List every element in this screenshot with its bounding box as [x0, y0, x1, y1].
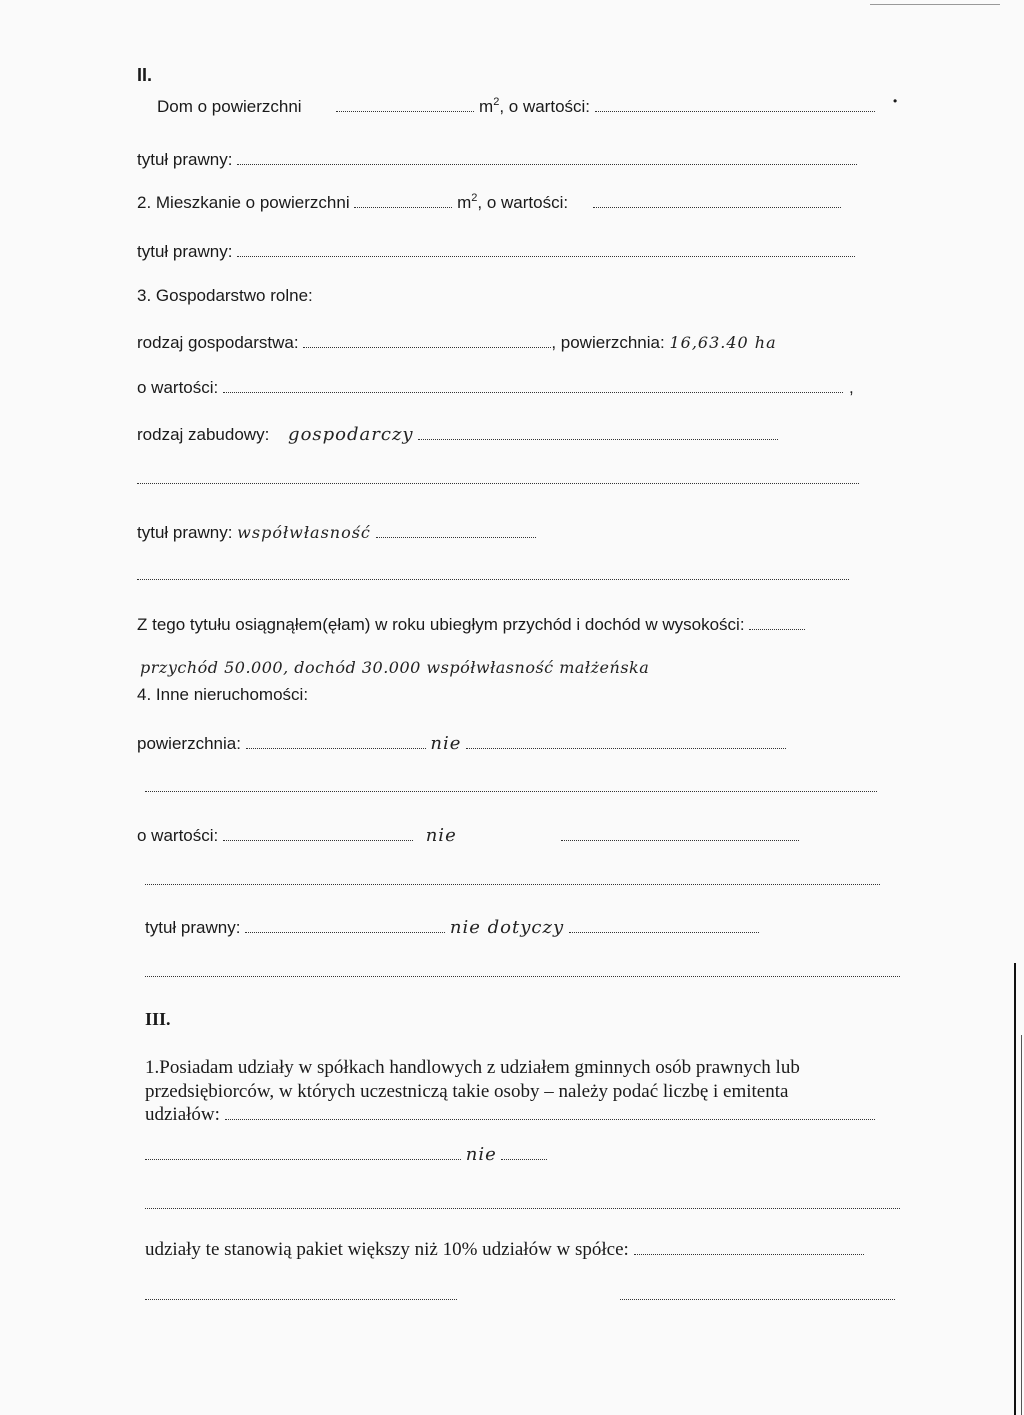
dom-area-label: Dom o powierzchni — [157, 97, 302, 116]
inne-value-field-a[interactable] — [223, 826, 413, 841]
dom-area-field[interactable] — [336, 97, 474, 112]
inne-title-line2[interactable] — [145, 975, 900, 977]
section-heading-ii: II. — [137, 65, 153, 85]
mieszkanie-unit-sup: 2 — [471, 192, 478, 204]
mieszkanie-title-field[interactable] — [237, 242, 855, 257]
dom-unit-sup: 2 — [493, 96, 500, 108]
mieszkanie-area-field[interactable] — [354, 193, 452, 208]
gospodarstwo-title-label: tytuł prawny: — [137, 523, 233, 542]
dom-title-row — [137, 150, 857, 168]
gospodarstwo-buildings-label: rodzaj zabudowy: — [137, 425, 270, 444]
section3-paragraph-line3: udziałów: — [145, 1104, 220, 1125]
scan-margin-line-outer — [1021, 1035, 1022, 1415]
gospodarstwo-heading: 3. Gospodarstwo rolne: — [137, 286, 313, 305]
inne-title-label: tytuł prawny: — [145, 918, 241, 937]
gospodarstwo-title-line2[interactable] — [137, 578, 849, 580]
inne-title-field-a[interactable] — [245, 918, 445, 933]
gospodarstwo-buildings-value[interactable]: gospodarczy — [288, 424, 414, 445]
inne-area-value[interactable]: nie — [430, 733, 462, 754]
gospodarstwo-area-value[interactable]: 16,63.40 ha — [669, 333, 777, 352]
gospodarstwo-title-value[interactable]: współwłasność — [237, 523, 371, 542]
inne-title-row — [145, 918, 759, 937]
inne-heading: 4. Inne nieruchomości: — [137, 685, 309, 704]
inne-title-value[interactable]: nie dotyczy — [449, 917, 565, 938]
gospodarstwo-type-label: rodzaj gospodarstwa: — [137, 333, 299, 352]
inne-value-label: o wartości: — [137, 826, 219, 845]
gospodarstwo-type-row — [137, 333, 777, 351]
mieszkanie-value-field[interactable] — [593, 193, 841, 208]
inne-value-row — [137, 826, 799, 845]
gospodarstwo-title-row — [137, 523, 536, 541]
section3-share-label: udziały te stanowią pakiet większy niż 10% udziałów w spółce: — [145, 1239, 629, 1260]
gospodarstwo-value-comma: , — [848, 378, 854, 397]
section3-answer-field-b[interactable] — [501, 1145, 547, 1160]
dom-value-field[interactable] — [595, 97, 875, 112]
mieszkanie-row — [137, 193, 841, 211]
scan-margin-line-inner — [1014, 963, 1016, 1415]
inne-area-line2[interactable] — [145, 790, 877, 792]
gospodarstwo-buildings-field[interactable] — [418, 425, 778, 440]
mieszkanie-value-label: , o wartości: — [477, 193, 569, 212]
section-heading-iii: III. — [145, 1009, 171, 1029]
dom-bullet: • — [893, 94, 898, 108]
gospodarstwo-area-label: , powierzchnia: — [551, 333, 665, 352]
inne-title-field-b[interactable] — [569, 918, 759, 933]
inne-value-field-b[interactable] — [561, 826, 799, 841]
gospodarstwo-value-row — [137, 378, 854, 396]
section3-share-field[interactable] — [634, 1240, 864, 1255]
section3-share-row — [145, 1240, 864, 1259]
dom-title-field[interactable] — [237, 150, 857, 165]
gospodarstwo-title-field[interactable] — [376, 523, 536, 538]
section3-paragraph-line1: 1.Posiadam udziały w spółkach handlowych z udziałem gminnych osób prawnych lub — [145, 1057, 800, 1078]
inne-area-field-b[interactable] — [466, 734, 786, 749]
section3-answer-row — [145, 1145, 547, 1164]
section3-paragraph-line2: przedsiębiorców, w których uczestniczą takie osoby – należy podać liczbę i emitenta — [145, 1081, 789, 1102]
mieszkanie-title-row — [137, 242, 855, 260]
mieszkanie-unit: m — [457, 193, 472, 212]
dom-area-row — [157, 97, 875, 115]
section3-share-line2-b[interactable] — [620, 1298, 895, 1300]
inne-area-row — [137, 734, 786, 753]
inne-area-label: powierzchnia: — [137, 734, 241, 753]
section3-paragraph-line3-row — [145, 1105, 875, 1124]
section3-share-line2-a[interactable] — [145, 1298, 457, 1300]
section3-answer-line2[interactable] — [145, 1207, 900, 1209]
section3-udzialy-field[interactable] — [225, 1105, 875, 1120]
gospodarstwo-income-value[interactable]: przychód 50.000, dochód 30.000 współwłasność małżeńska — [140, 658, 650, 677]
section3-answer-value[interactable]: nie — [465, 1144, 497, 1165]
dom-value-label: , o wartości: — [499, 97, 591, 116]
gospodarstwo-buildings-row — [137, 425, 778, 444]
gospodarstwo-income-text — [137, 615, 805, 633]
dom-title-label: tytuł prawny: — [137, 150, 233, 169]
dom-unit: m — [479, 97, 494, 116]
mieszkanie-label: 2. Mieszkanie o powierzchni — [137, 193, 350, 212]
inne-area-field-a[interactable] — [246, 734, 426, 749]
gospodarstwo-income-label: Z tego tytułu osiągnąłem(ęłam) w roku ubiegłym przychód i dochód w wysokości: — [137, 615, 745, 634]
section3-answer-field-a[interactable] — [145, 1145, 461, 1160]
gospodarstwo-value-field[interactable] — [223, 378, 843, 393]
inne-value-line2[interactable] — [145, 883, 880, 885]
mieszkanie-title-label: tytuł prawny: — [137, 242, 233, 261]
gospodarstwo-buildings-line2[interactable] — [137, 482, 859, 484]
gospodarstwo-income-field[interactable] — [749, 615, 805, 630]
gospodarstwo-value-label: o wartości: — [137, 378, 219, 397]
scan-edge-line — [870, 4, 1000, 5]
gospodarstwo-type-field[interactable] — [303, 333, 551, 348]
inne-value-value[interactable]: nie — [425, 825, 457, 846]
